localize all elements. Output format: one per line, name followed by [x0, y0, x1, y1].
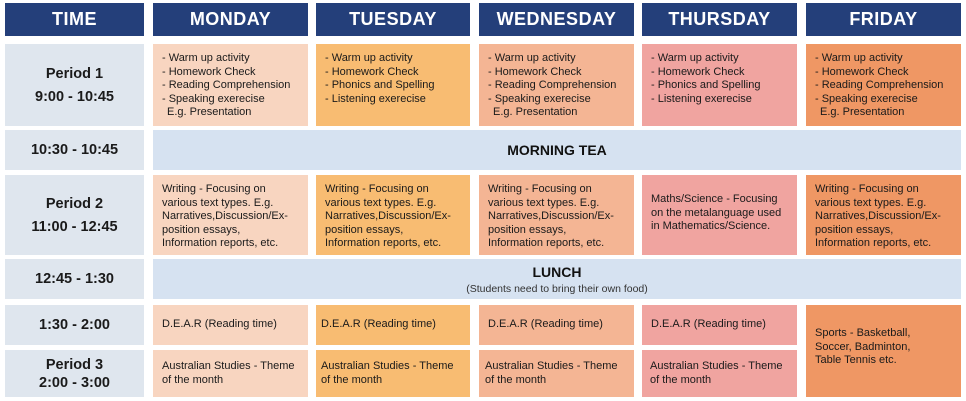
- activity-line: of the month: [650, 373, 712, 386]
- activity-line: - Homework Check: [815, 65, 909, 78]
- activity-line: - Speaking exerecise: [815, 92, 918, 105]
- activity-line: of the month: [162, 373, 224, 386]
- activity-line: - Speaking exerecise: [488, 92, 591, 105]
- activity-line: Maths/Science - Focusing: [651, 193, 778, 205]
- activity-line: Information reports, etc.: [488, 237, 605, 249]
- time-period-2: [5, 175, 144, 255]
- header-thursday: THURSDAY: [642, 3, 797, 36]
- period-2-monday: [153, 175, 308, 255]
- header-time: TIME: [5, 3, 144, 36]
- period-2-friday: [806, 175, 961, 255]
- activity-line: Information reports, etc.: [162, 237, 279, 249]
- dear-wednesday: [479, 305, 634, 345]
- activity-line: Writing - Focusing on: [815, 183, 919, 195]
- activity-line: - Listening exerecise: [325, 92, 426, 105]
- morning-tea-label: MORNING TEA: [507, 142, 607, 158]
- time-dear: [5, 305, 144, 345]
- activity-line: position essays,: [488, 223, 567, 236]
- period-3-wednesday: [479, 350, 634, 397]
- activity-line: Soccer, Badminton,: [815, 340, 911, 353]
- activity-line: D.E.A.R (Reading time): [321, 318, 436, 331]
- lunch-label: LUNCH: [532, 263, 582, 280]
- lunch-band: [153, 259, 961, 299]
- activity-line: Australian Studies - Theme: [485, 360, 618, 372]
- friday-afternoon-sports: [806, 305, 961, 397]
- period-2-time: 11:00 - 12:45: [31, 218, 118, 235]
- activity-line: Writing - Focusing on: [325, 183, 429, 195]
- activity-line: - Speaking exerecise: [162, 92, 265, 105]
- activity-line: Australian Studies - Theme: [321, 360, 454, 372]
- lunch-note: (Students need to bring their own food): [466, 282, 648, 295]
- activity-line: - Warm up activity: [815, 52, 903, 64]
- activity-line: - Listening exerecise: [651, 92, 752, 105]
- period-2-tuesday: [316, 175, 470, 255]
- activity-line: D.E.A.R (Reading time): [651, 318, 766, 331]
- activity-line: E.g. Presentation: [167, 106, 252, 118]
- activity-line: various text types. E.g.: [488, 196, 600, 209]
- time-period-3: [5, 350, 144, 397]
- activity-line: Writing - Focusing on: [488, 183, 592, 195]
- activity-line: - Homework Check: [325, 65, 419, 78]
- period-3-thursday: [642, 350, 797, 397]
- dear-tuesday: [316, 305, 470, 345]
- activity-line: Australian Studies - Theme: [650, 360, 783, 372]
- activity-line: Sports - Basketball,: [815, 327, 911, 339]
- activity-line: - Phonics and Spelling: [325, 79, 435, 91]
- activity-line: - Homework Check: [651, 65, 745, 78]
- period-1-label: Period 1: [45, 65, 104, 82]
- activity-line: - Reading Comprehension: [488, 79, 617, 91]
- dear-monday: [153, 305, 308, 345]
- period-1-thursday: [642, 44, 797, 126]
- period-3-tuesday: [316, 350, 470, 397]
- period-3-monday: [153, 350, 308, 397]
- activity-line: Narratives,Discussion/Ex-: [325, 210, 451, 222]
- activity-line: on the metalanguage used: [651, 206, 782, 219]
- activity-line: - Homework Check: [162, 65, 256, 78]
- activity-line: Information reports, etc.: [325, 237, 442, 249]
- activity-line: - Warm up activity: [488, 52, 576, 64]
- morning-tea-band: [153, 130, 961, 170]
- activity-line: Australian Studies - Theme: [162, 360, 295, 372]
- time-morning-tea: [5, 130, 144, 170]
- activity-line: - Warm up activity: [651, 52, 739, 64]
- lunch-time: 12:45 - 1:30: [35, 271, 114, 287]
- activity-line: Writing - Focusing on: [162, 183, 266, 195]
- activity-line: Narratives,Discussion/Ex-: [162, 210, 288, 222]
- activity-line: various text types. E.g.: [162, 196, 274, 209]
- time-lunch: [5, 259, 144, 299]
- period-1-time: 9:00 - 10:45: [35, 88, 114, 105]
- activity-line: position essays,: [325, 223, 404, 236]
- period-1-monday: [153, 44, 308, 126]
- activity-line: - Homework Check: [488, 65, 582, 78]
- activity-line: of the month: [485, 373, 547, 386]
- activity-line: D.E.A.R (Reading time): [162, 318, 277, 331]
- activity-line: - Reading Comprehension: [815, 79, 944, 91]
- activity-line: D.E.A.R (Reading time): [488, 318, 603, 331]
- dear-time: 1:30 - 2:00: [39, 317, 110, 333]
- activity-line: various text types. E.g.: [325, 196, 437, 209]
- activity-line: in Mathematics/Science.: [651, 220, 771, 232]
- period-2-label: Period 2: [45, 195, 104, 212]
- morning-tea-time: 10:30 - 10:45: [30, 142, 119, 158]
- activity-line: Narratives,Discussion/Ex-: [488, 210, 614, 222]
- period-1-friday: [806, 44, 961, 126]
- activity-line: various text types. E.g.: [815, 196, 927, 209]
- header-tuesday: TUESDAY: [316, 3, 470, 36]
- period-2-thursday: [642, 175, 797, 255]
- header-wednesday: WEDNESDAY: [479, 3, 634, 36]
- period-2-wednesday: [479, 175, 634, 255]
- time-period-1: [5, 44, 144, 126]
- activity-line: - Warm up activity: [325, 52, 413, 64]
- header-friday: FRIDAY: [806, 3, 961, 36]
- activity-line: - Reading Comprehension: [162, 79, 291, 91]
- header-monday: MONDAY: [153, 3, 308, 36]
- activity-line: Narratives,Discussion/Ex-: [815, 210, 941, 222]
- period-3-time: 2:00 - 3:00: [39, 374, 110, 391]
- activity-line: Table Tennis etc.: [815, 354, 897, 366]
- activity-line: E.g. Presentation: [820, 106, 905, 118]
- activity-line: of the month: [321, 373, 383, 386]
- period-1-wednesday: [479, 44, 634, 126]
- period-1-tuesday: [316, 44, 470, 126]
- activity-line: E.g. Presentation: [493, 106, 578, 118]
- activity-line: - Warm up activity: [162, 52, 250, 64]
- activity-line: - Phonics and Spelling: [651, 79, 761, 91]
- period-3-label: Period 3: [45, 356, 104, 373]
- activity-line: position essays,: [815, 223, 894, 236]
- dear-thursday: [642, 305, 797, 345]
- activity-line: Information reports, etc.: [815, 237, 932, 249]
- activity-line: position essays,: [162, 223, 241, 236]
